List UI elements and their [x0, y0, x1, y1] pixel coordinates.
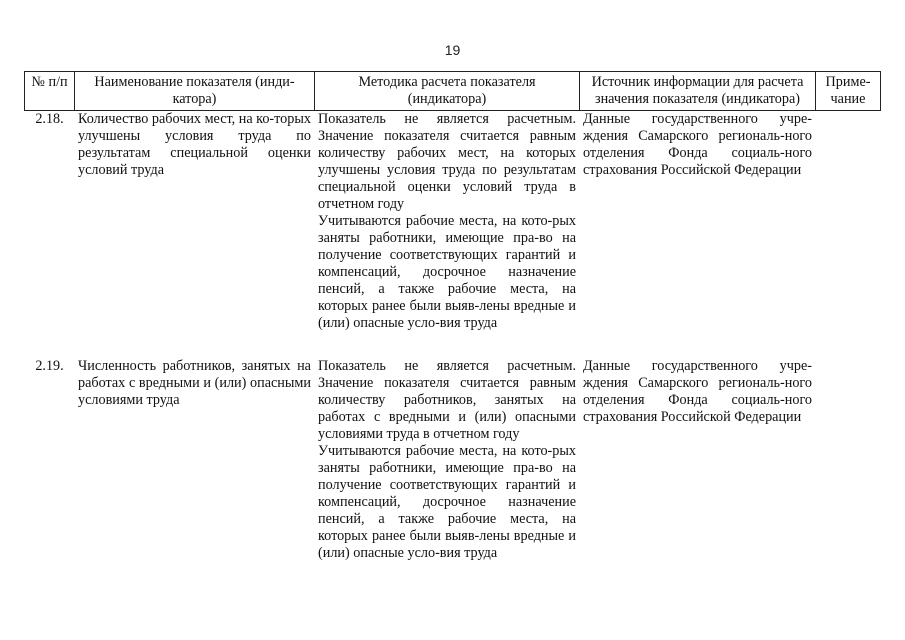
- header-source: Источник информации для расчета значения показателя (индикатора): [580, 72, 816, 111]
- indicator-name: Численность работников, занятых на работах с вредными и (или) опасными условиями труда: [75, 358, 315, 562]
- indicator-name: Количество рабочих мест, на ко-торых улучшены условия труда по результатам специальной оценки условий труда: [75, 111, 315, 359]
- information-source: Данные государственного учре-ждения Самарского региональ-ного отделения Фонда социаль-ного страхования Российской Федерации: [580, 111, 816, 359]
- header-method: Методика расчета показателя (индикатора): [315, 72, 580, 111]
- note-cell: [816, 358, 881, 562]
- method-paragraph: Учитываются рабочие места, на кото-рых заняты работники, имеющие пра-во на получение соответствующих гарантий и компенсаций, досрочное назначение пенсий, а также рабочие места, на которых ранее были выяв-лены вредные и (или) опасные усло-вия труда: [318, 213, 576, 331]
- note-cell: [816, 111, 881, 359]
- calculation-method: [315, 358, 580, 562]
- page-number: 19: [444, 42, 461, 58]
- indicators-table: [24, 71, 881, 562]
- table-header-row: [25, 72, 881, 111]
- calculation-method: [315, 111, 580, 359]
- method-paragraph: Учитываются рабочие места, на кото-рых заняты работники, имеющие пра-во на получение соответствующих гарантий и компенсаций, досрочное назначение пенсий, а также рабочие места, на которых ранее были выяв-лены вредные и (или) опасные усло-вия труда: [318, 443, 576, 561]
- row-number: 2.19.: [25, 358, 75, 562]
- information-source: Данные государственного учре-ждения Самарского региональ-ного отделения Фонда социаль-ного страхования Российской Федерации: [580, 358, 816, 562]
- header-note: Приме-чание: [816, 72, 881, 111]
- table-row: [25, 358, 881, 562]
- method-paragraph: Показатель не является расчетным. Значение показателя считается равным количеству рабочих мест, на которых улучшены условия труда по результатам специальной оценки условий труда в отчетном году: [318, 111, 576, 212]
- header-name: Наименование показателя (инди-катора): [75, 72, 315, 111]
- table-row: [25, 111, 881, 359]
- row-number: 2.18.: [25, 111, 75, 359]
- header-num: № п/п: [25, 72, 75, 111]
- method-paragraph: Показатель не является расчетным. Значение показателя считается равным количеству работников, занятых на работах с вредными и (или) опасными условиями труда в отчетном году: [318, 358, 576, 442]
